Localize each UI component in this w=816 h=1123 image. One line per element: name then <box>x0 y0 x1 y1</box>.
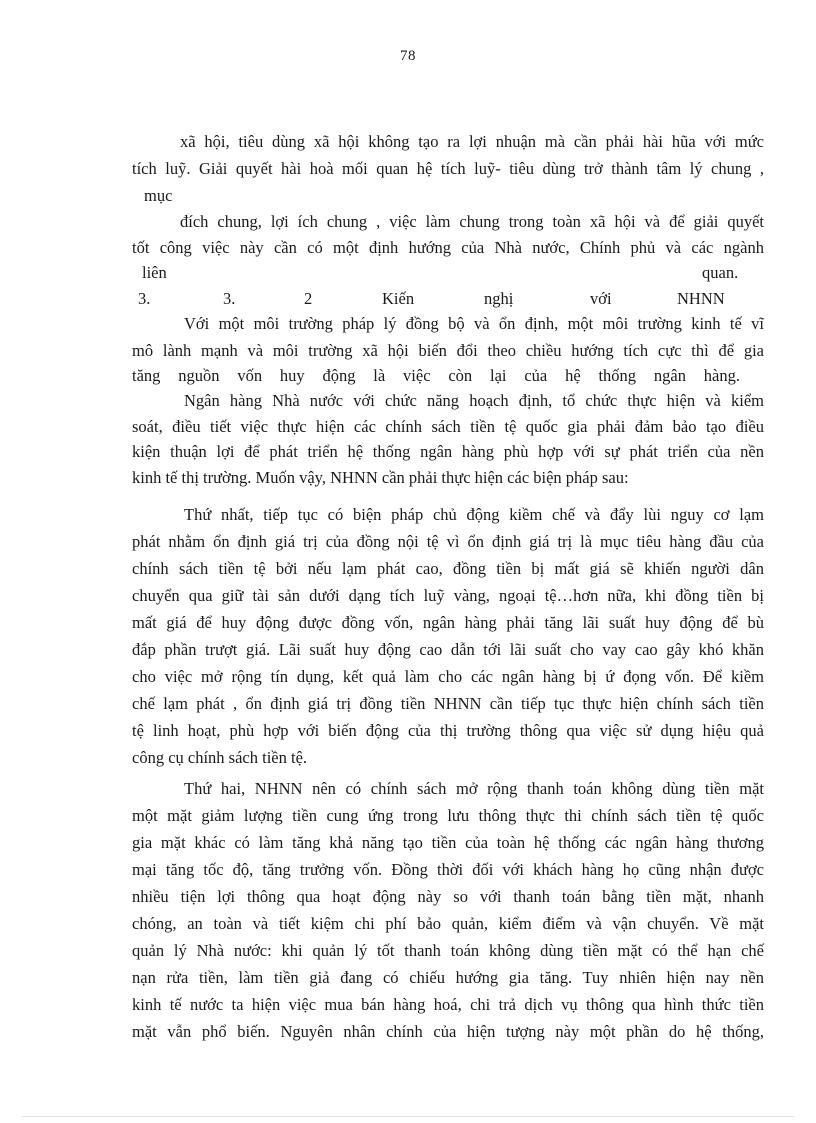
text-line: đắp phần trượt giá. Lãi suất huy động cao dẫn tới lãi suất cho vay cao gây khó khăn <box>132 640 764 659</box>
section-heading-part: 3. <box>138 289 151 308</box>
text-line: nạn rửa tiền, làm tiền giả đang có chiếu hướng gia tăng. Tuy nhiên hiện nay nền <box>132 968 764 987</box>
text-line: kinh tế thị trường. Muốn vậy, NHNN cần phải thực hiện các biện pháp sau: <box>132 468 629 487</box>
page-bottom-rule <box>22 1116 794 1117</box>
text-line: mục <box>144 186 173 205</box>
text-line: quan. <box>702 263 739 282</box>
text-line: cho việc mở rộng tín dụng, kết quả làm cho các ngân hàng bị ứ đọng vốn. Để kiềm <box>132 667 764 686</box>
text-line: chính sách tiền tệ bởi nếu lạm phát cao, đồng tiền bị mất giá sẽ khiến người dân <box>132 559 764 578</box>
text-line: Thứ nhất, tiếp tục có biện pháp chủ động kiềm chế và đẩy lùi nguy cơ lạm <box>184 505 764 524</box>
text-line: Với một môi trường pháp lý đồng bộ và ổn định, một môi trường kinh tế vĩ <box>184 314 764 333</box>
text-line: mô lành mạnh và môi trường xã hội biến đổi theo chiều hướng tích cực thì để gia <box>132 341 764 360</box>
text-line: tăng nguồn vốn huy động là việc còn lại của hệ thống ngân hàng. <box>132 366 740 385</box>
text-line: Ngân hàng Nhà nước với chức năng hoạch định, tổ chức thực hiện và kiểm <box>184 391 764 410</box>
text-line: nhiều tiện lợi thông qua hoạt động này so với thanh toán bằng tiền mặt, nhanh <box>132 887 764 906</box>
text-line: phát nhằm ổn định giá trị của đồng nội tệ vì ổn định giá trị là mục tiêu hàng đầu của <box>132 532 764 551</box>
text-line: chế lạm phát , ổn định giá trị đồng tiền NHNN cần tiếp tục thực hiện chính sách tiền <box>132 694 764 713</box>
text-line: mặt vẫn phổ biến. Nguyên nhân chính của hiện tượng này một phần do hệ thống, <box>132 1022 764 1041</box>
section-heading-part: 3. <box>223 289 236 308</box>
section-heading-part: nghị <box>484 289 514 308</box>
section-heading-part: với <box>590 289 612 308</box>
text-line: mất giá để huy động được đồng vốn, ngân hàng phải tăng lãi suất huy động để bù <box>132 613 764 632</box>
text-line: kinh tế nước ta hiện việc mua bán hàng hoá, chi trả dịch vụ thông qua hình thức tiền <box>132 995 764 1014</box>
text-line: công cụ chính sách tiền tệ. <box>132 748 308 767</box>
page-number: 78 <box>400 48 416 64</box>
text-line: tích luỹ. Giải quyết hài hoà mối quan hệ tích luỹ- tiêu dùng trở thành tâm lý chung , <box>132 159 764 178</box>
text-line: đích chung, lợi ích chung , việc làm chung trong toàn xã hội và để giải quyết <box>180 212 764 231</box>
section-heading-part: NHNN <box>677 289 725 308</box>
text-line: xã hội, tiêu dùng xã hội không tạo ra lợi nhuận mà cần phải hài hũa với mức <box>180 132 764 151</box>
text-line: một mặt giảm lượng tiền cung ứng trong lưu thông thực thi chính sách tiền tệ quốc <box>132 806 764 825</box>
text-line: kiện thuận lợi để phát triển hệ thống ngân hàng phù hợp với sự phát triển của nền <box>132 442 764 461</box>
section-heading-part: Kiến <box>382 289 415 308</box>
text-line: tốt công việc này cần có một định hướng của Nhà nước, Chính phủ và các ngành <box>132 238 764 257</box>
text-line: quản lý Nhà nước: khi quản lý tốt thanh toán không dùng tiền mặt có thể hạn chế <box>132 941 764 960</box>
text-line: chuyển qua giữ tài sản dưới dạng tích luỹ vàng, ngoại tệ…hơn nữa, khi đồng tiền bị <box>132 586 764 605</box>
text-line: soát, điều tiết việc thực hiện các chính sách tiền tệ quốc gia phải đảm bảo tạo điều <box>132 417 764 436</box>
text-line: mại tăng tốc độ, tăng trưởng vốn. Đồng thời đối với khách hàng họ cũng nhận được <box>132 860 764 879</box>
section-heading-part: 2 <box>304 289 313 308</box>
text-line: gia mặt khác có làm tăng khả năng tạo tiền của toàn hệ thống các ngân hàng thương <box>132 833 764 852</box>
text-line: chóng, an toàn và tiết kiệm chi phí bảo quản, kiểm điểm và vận chuyển. Về mặt <box>132 914 764 933</box>
text-line: tệ linh hoạt, phù hợp với biến động của thị trường thông qua việc sử dụng hiệu quả <box>132 721 764 740</box>
text-line: Thứ hai, NHNN nên có chính sách mở rộng thanh toán không dùng tiền mặt <box>184 779 764 798</box>
text-line: liên <box>142 263 167 282</box>
